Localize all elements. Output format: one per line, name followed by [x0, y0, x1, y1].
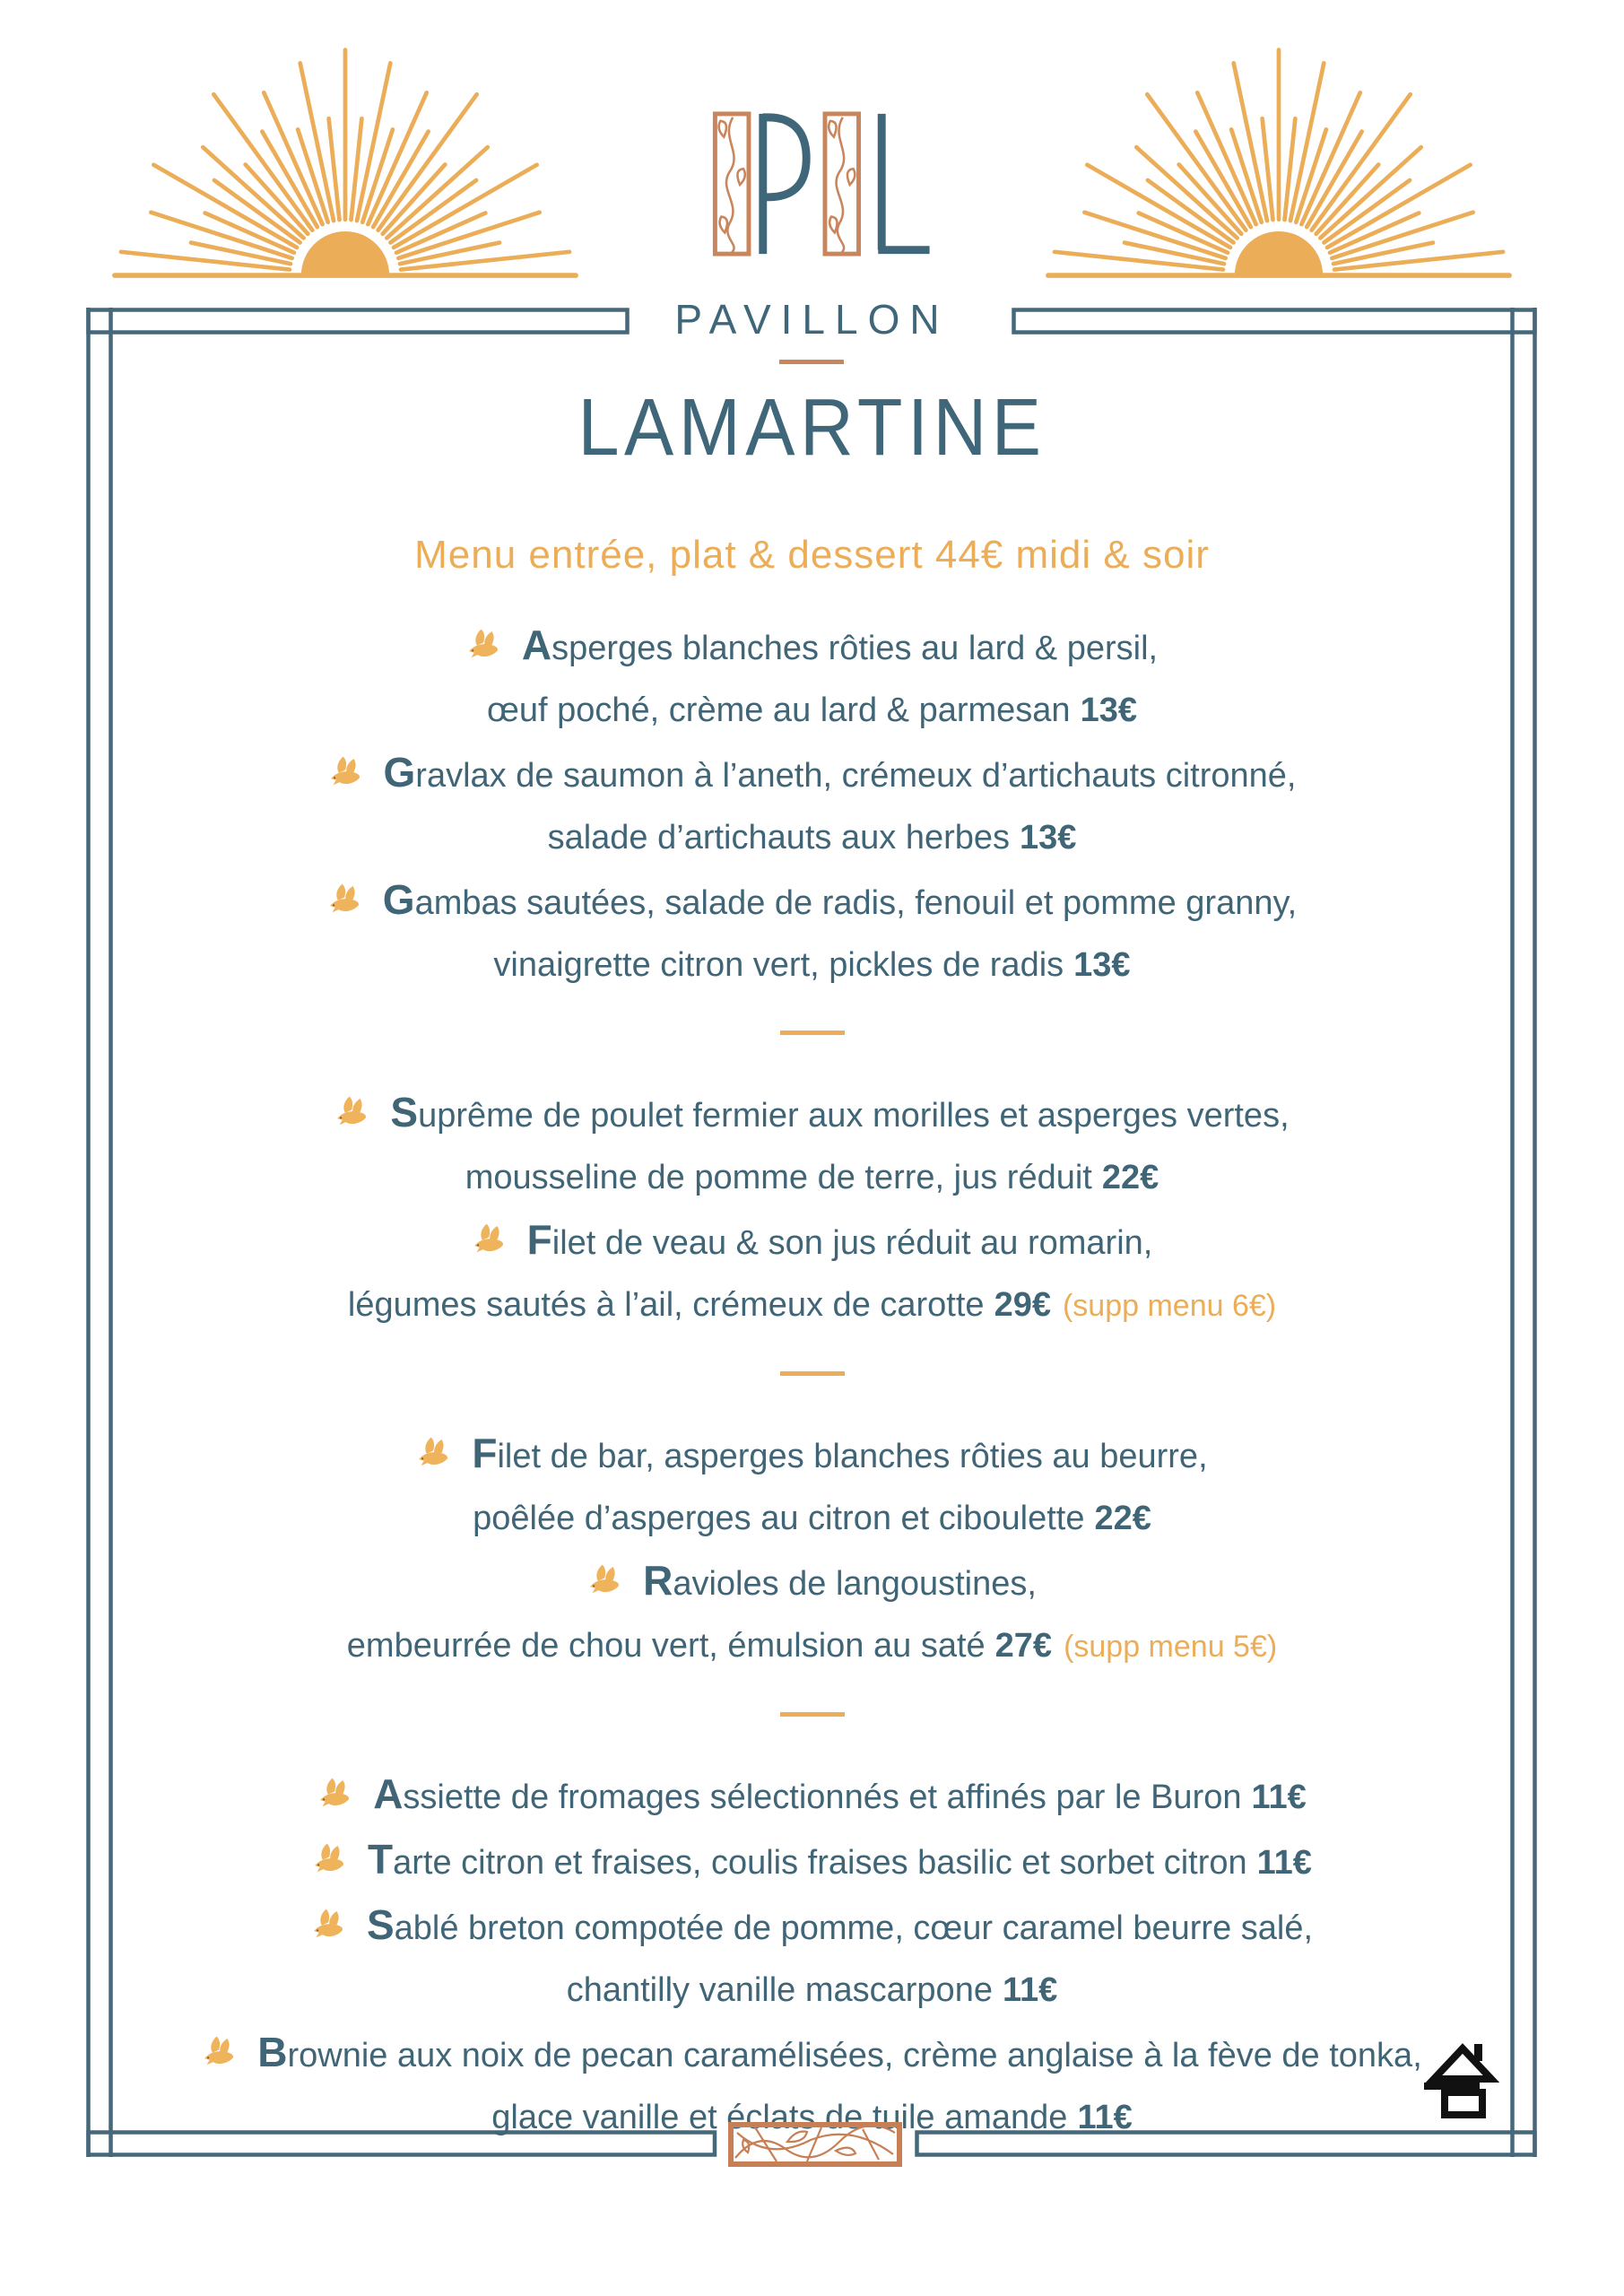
monogram-bar-right — [825, 114, 859, 254]
menu-line — [54, 1960, 1570, 2022]
menu-section — [54, 614, 1570, 996]
line-text: vinaigrette citron vert, pickles de radis — [493, 946, 1064, 984]
lead-capital: A — [521, 622, 552, 668]
lead-capital: T — [368, 1836, 394, 1883]
menu-line — [54, 614, 1570, 680]
section-divider — [780, 1712, 845, 1717]
line-text: rownie aux noix de pecan caramélisées, crème anglaise à la fève de tonka, — [287, 2037, 1422, 2074]
menu-item — [54, 1829, 1570, 1894]
price: 22€ — [1101, 1159, 1159, 1196]
menu-line — [54, 869, 1570, 935]
menu-formula-header: Menu entrée, plat & dessert 44€ midi & soir — [414, 533, 1210, 577]
lead-capital: G — [383, 749, 416, 796]
price: 11€ — [1002, 1971, 1058, 2009]
line-text: ambas sautées, salade de radis, fenouil et pomme granny, — [414, 884, 1298, 922]
lead-capital: A — [373, 1770, 404, 1817]
menu-item — [54, 1894, 1570, 2022]
price: 11€ — [1077, 2099, 1133, 2136]
menu-line — [54, 1488, 1570, 1550]
price: 13€ — [1073, 946, 1131, 984]
menu-line — [54, 1422, 1570, 1488]
menu-line — [54, 1082, 1570, 1147]
sunburst-right-decoration — [1041, 45, 1516, 292]
menu-section — [54, 1082, 1570, 1337]
gold-bird-icon — [328, 755, 362, 789]
monogram-p-icon — [763, 114, 806, 254]
sun-disc — [301, 231, 389, 275]
line-text: ilet de veau & son jus réduit au romarin, — [551, 1224, 1153, 1262]
line-text: salade d’artichauts aux herbes — [547, 819, 1011, 857]
line-text: poêlée d’asperges au citron et ciboulette — [473, 1500, 1085, 1537]
house-outline — [1434, 2048, 1491, 2115]
lead-capital: G — [382, 876, 415, 923]
vine-pattern — [719, 117, 855, 252]
vine-panel-pattern — [735, 2126, 895, 2161]
gold-bird-icon — [416, 1436, 450, 1470]
lead-capital: S — [366, 1901, 395, 1948]
menu-line — [54, 1209, 1570, 1274]
gold-bird-icon — [317, 1777, 352, 1811]
menu-item — [54, 1550, 1570, 1678]
monogram-letters — [763, 114, 930, 254]
menu-line — [54, 1274, 1570, 1337]
gold-bird-icon — [472, 1222, 506, 1257]
menu-line — [54, 935, 1570, 996]
gold-bird-icon — [466, 628, 500, 662]
line-text: légumes sautés à l’ail, crémeux de carotte — [347, 1286, 985, 1324]
menu-item — [54, 1209, 1570, 1337]
gold-bird-icon — [327, 883, 361, 917]
line-text: avioles de langoustines, — [673, 1565, 1037, 1603]
menu-line — [54, 1894, 1570, 1960]
menu-line — [54, 807, 1570, 869]
menu-line — [54, 2022, 1570, 2087]
brand-divider-rule — [779, 360, 844, 364]
menu-item — [54, 614, 1570, 742]
menu-section — [54, 1422, 1570, 1678]
gold-bird-icon — [334, 1095, 369, 1129]
monogram-l-icon — [878, 114, 929, 250]
line-text: glace vanille et éclats de tuile amande — [491, 2099, 1068, 2136]
section-divider — [780, 1371, 845, 1376]
price: 11€ — [1256, 1844, 1312, 1882]
menu-content — [54, 530, 1570, 2149]
line-text: arte citron et fraises, coulis fraises basilic et sorbet citron — [393, 1844, 1247, 1882]
price: 11€ — [1251, 1779, 1307, 1816]
line-text: mousseline de pomme de terre, jus réduit — [465, 1159, 1092, 1196]
section-divider — [780, 1031, 845, 1035]
ornamental-bars — [715, 114, 858, 254]
menu-item — [54, 1082, 1570, 1209]
gold-bird-icon — [312, 1842, 346, 1876]
sunburst-left-decoration — [108, 45, 583, 292]
lead-capital: B — [257, 2029, 288, 2075]
menu-line — [54, 1829, 1570, 1894]
price: 13€ — [1020, 819, 1077, 857]
price: 22€ — [1094, 1500, 1151, 1537]
lead-capital: S — [390, 1089, 419, 1135]
sun-disc — [1235, 231, 1323, 275]
menu-item — [54, 742, 1570, 869]
gold-bird-icon — [311, 1908, 345, 1942]
line-text: ablé breton compotée de pomme, cœur caramel beurre salé, — [394, 1909, 1314, 1947]
menu-line — [54, 1615, 1570, 1678]
menu-line — [54, 1550, 1570, 1615]
price: 29€ — [994, 1286, 1051, 1324]
menu-section — [54, 1763, 1570, 2149]
line-text: ilet de bar, asperges blanches rôties au beurre, — [497, 1438, 1208, 1475]
lead-capital: R — [643, 1557, 673, 1604]
line-text: embeurrée de chou vert, émulsion au saté — [346, 1627, 986, 1665]
line-text: ravlax de saumon à l’aneth, crémeux d’artichauts citronné, — [415, 757, 1297, 795]
line-text: sperges blanches rôties au lard & persil, — [551, 630, 1159, 667]
lead-capital: F — [472, 1430, 498, 1476]
house-body — [1445, 2092, 1482, 2115]
menu-item — [54, 869, 1570, 996]
house-chimney — [1474, 2044, 1482, 2061]
supp-note: (supp menu 6€) — [1062, 1289, 1277, 1323]
brand-name-pavillon: PAVILLON — [674, 296, 950, 343]
supp-note: (supp menu 5€) — [1064, 1630, 1278, 1664]
menu-line — [54, 1147, 1570, 1209]
monogram-bar-left — [715, 114, 749, 254]
line-text: œuf poché, crème au lard & parmesan — [487, 691, 1071, 729]
house-roof — [1434, 2048, 1491, 2079]
house-icon — [1420, 2025, 1513, 2118]
lead-capital: F — [526, 1216, 552, 1263]
gold-bird-icon — [587, 1563, 621, 1597]
menu-item — [54, 1763, 1570, 1829]
menu-sections — [54, 614, 1570, 2149]
menu-line — [54, 680, 1570, 742]
menu-item — [54, 1422, 1570, 1550]
gold-bird-icon — [202, 2035, 236, 2069]
menu-line — [54, 742, 1570, 807]
vine-lattice-panel — [728, 2122, 902, 2167]
price: 13€ — [1080, 691, 1137, 729]
line-text: uprême de poulet fermier aux morilles et asperges vertes, — [418, 1097, 1290, 1135]
price: 27€ — [994, 1627, 1053, 1665]
house-base-bar — [1424, 2083, 1480, 2090]
brand-name-lamartine: LAMARTINE — [578, 383, 1046, 473]
pl-monogram-logo — [711, 109, 934, 261]
line-text: chantilly vanille mascarpone — [566, 1971, 993, 2009]
menu-line — [54, 1763, 1570, 1829]
line-text: ssiette de fromages sélectionnés et affinés par le Buron — [403, 1779, 1242, 1816]
